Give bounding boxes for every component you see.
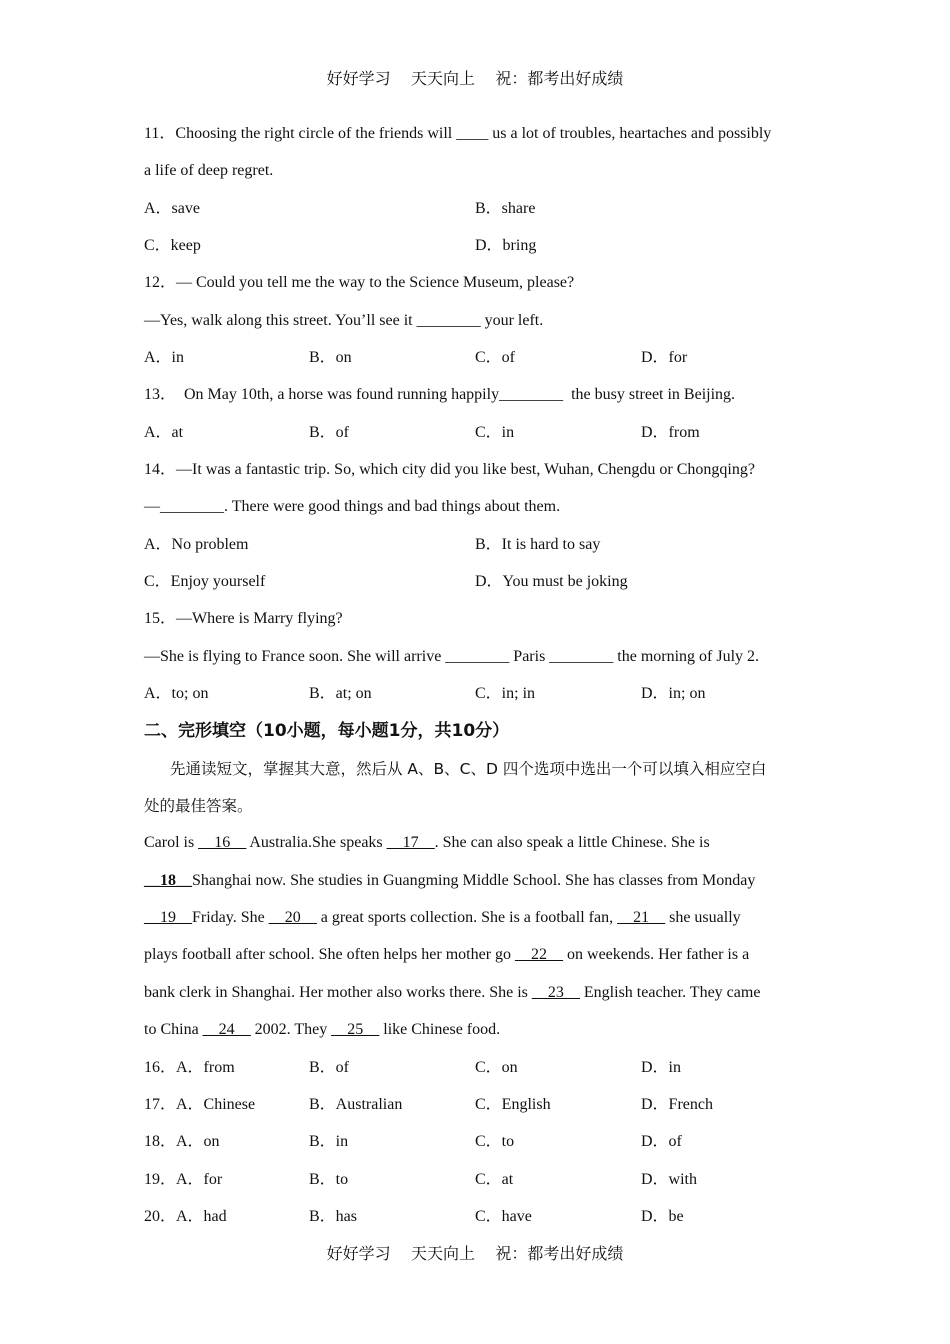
passage-text: 2002. They xyxy=(250,1021,332,1038)
passage-text: bank clerk in Shanghai. Her mother also works there. She is xyxy=(144,984,532,1001)
section-title: 二、完形填空（10小题，每小题1分，共10分） xyxy=(144,721,510,741)
q13-option-c: C．in xyxy=(475,424,515,441)
passage-text: English teacher. They came xyxy=(579,984,761,1001)
q19-option-d: D．with xyxy=(641,1171,698,1188)
passage-line3 xyxy=(144,908,741,928)
blank-19: __19__ xyxy=(144,909,192,926)
q13-option-a: A．at xyxy=(144,424,184,441)
q18-option-c: C．to xyxy=(475,1133,515,1150)
q17-option-a: 17．A．Chinese xyxy=(144,1096,256,1113)
page-footer xyxy=(0,1241,950,1264)
q12-option-c: C．of xyxy=(475,349,516,366)
q12-stem-line1: 12．— Could you tell me the way to the Science Museum, please? xyxy=(144,274,575,291)
passage-text: like Chinese food. xyxy=(379,1021,501,1038)
passage-text: plays football after school. She often helps her mother go xyxy=(144,946,516,963)
q15-option-a: A．to; on xyxy=(144,685,209,702)
q11-option-b: B．share xyxy=(475,200,536,217)
passage-text: Shanghai now. She studies in Guangming Middle School. She has classes from Monday xyxy=(192,872,756,889)
q11-option-d: D．bring xyxy=(475,237,537,254)
q20-option-c: C．have xyxy=(475,1208,532,1225)
passage-text: Australia.She speaks xyxy=(246,834,387,851)
q17-option-b: B．Australian xyxy=(309,1096,403,1113)
q18-option-b: B．in xyxy=(309,1133,349,1150)
passage-text: she usually xyxy=(665,909,741,926)
blank-18: __18__ xyxy=(144,872,192,889)
passage-line5 xyxy=(144,983,760,1003)
q15-stem-line2: —She is flying to France soon. She will arrive ________ Paris ________ the morning of July 2. xyxy=(144,648,760,665)
footer-text: 好好学习 天天向上 祝：都考出好成绩 xyxy=(326,1244,624,1263)
q17-option-d: D．French xyxy=(641,1096,713,1113)
blank-21: __21__ xyxy=(617,909,666,926)
passage-text: Friday. She xyxy=(192,909,269,926)
page-header xyxy=(0,66,950,89)
q14-option-b: B．It is hard to say xyxy=(475,536,601,553)
passage-line1 xyxy=(144,833,710,853)
q12-option-d: D．for xyxy=(641,349,688,366)
q15-option-b: B．at; on xyxy=(309,685,372,702)
passage-line4 xyxy=(144,945,749,965)
blank-16: __16__ xyxy=(198,834,247,851)
q13-option-b: B．of xyxy=(309,424,350,441)
q16-option-d: D．in xyxy=(641,1059,682,1076)
section-instructions-line1: 先通读短文，掌握其大意，然后从 A、B、C、D 四个选项中选出一个可以填入相应空白 xyxy=(170,760,767,778)
q13-option-d: D．from xyxy=(641,424,700,441)
q13-stem-line1: 13． On May 10th, a horse was found running happily________ the busy street in Beijing. xyxy=(144,386,736,403)
passage-line2 xyxy=(144,871,755,891)
q14-option-a: A．No problem xyxy=(144,536,249,553)
passage-text: to China xyxy=(144,1021,203,1038)
blank-23: __23__ xyxy=(531,984,580,1001)
q20-option-b: B．has xyxy=(309,1208,358,1225)
q12-stem-line2: —Yes, walk along this street. You’ll see it ________ your left. xyxy=(144,312,544,329)
section-instructions-line2: 处的最佳答案。 xyxy=(144,797,253,815)
q16-option-b: B．of xyxy=(309,1059,350,1076)
q14-option-c: C．Enjoy yourself xyxy=(144,573,266,590)
q11-stem-line2: a life of deep regret. xyxy=(144,162,274,179)
header-text: 好好学习 天天向上 祝：都考出好成绩 xyxy=(326,69,624,88)
blank-25: __25__ xyxy=(331,1021,380,1038)
blank-17: __17__ xyxy=(386,834,435,851)
q14-stem-line2: —________. There were good things and bad things about them. xyxy=(144,498,561,515)
q19-option-b: B．to xyxy=(309,1171,349,1188)
q11-option-a: A．save xyxy=(144,200,200,217)
q18-option-d: D．of xyxy=(641,1133,682,1150)
q17-option-c: C．English xyxy=(475,1096,551,1113)
q20-option-d: D．be xyxy=(641,1208,684,1225)
q16-option-c: C．on xyxy=(475,1059,518,1076)
blank-24: __24__ xyxy=(202,1021,251,1038)
q15-option-d: D．in; on xyxy=(641,685,706,702)
q16-option-a: 16．A．from xyxy=(144,1059,235,1076)
q11-option-c: C．keep xyxy=(144,237,201,254)
q19-option-c: C．at xyxy=(475,1171,514,1188)
passage-text: . She can also speak a little Chinese. She is xyxy=(434,834,710,851)
q12-option-a: A．in xyxy=(144,349,185,366)
q14-stem-line1: 14．—It was a fantastic trip. So, which city did you like best, Wuhan, Chengdu or Chongqing? xyxy=(144,461,755,478)
q15-stem-line1: 15．—Where is Marry flying? xyxy=(144,610,343,627)
q20-option-a: 20．A．had xyxy=(144,1208,227,1225)
passage-line6 xyxy=(144,1020,500,1040)
q12-option-b: B．on xyxy=(309,349,352,366)
blank-20: __20__ xyxy=(268,909,317,926)
passage-text: on weekends. Her father is a xyxy=(563,946,750,963)
q18-option-a: 18．A．on xyxy=(144,1133,220,1150)
q11-stem-line1: 11．Choosing the right circle of the friends will ____ us a lot of troubles, heartaches and possibly xyxy=(144,125,772,142)
passage-text: Carol is xyxy=(144,834,199,851)
q15-option-c: C．in; in xyxy=(475,685,536,702)
passage-text: a great sports collection. She is a football fan, xyxy=(316,909,618,926)
q14-option-d: D．You must be joking xyxy=(475,573,628,590)
q19-option-a: 19．A．for xyxy=(144,1171,223,1188)
blank-22: __22__ xyxy=(515,946,564,963)
